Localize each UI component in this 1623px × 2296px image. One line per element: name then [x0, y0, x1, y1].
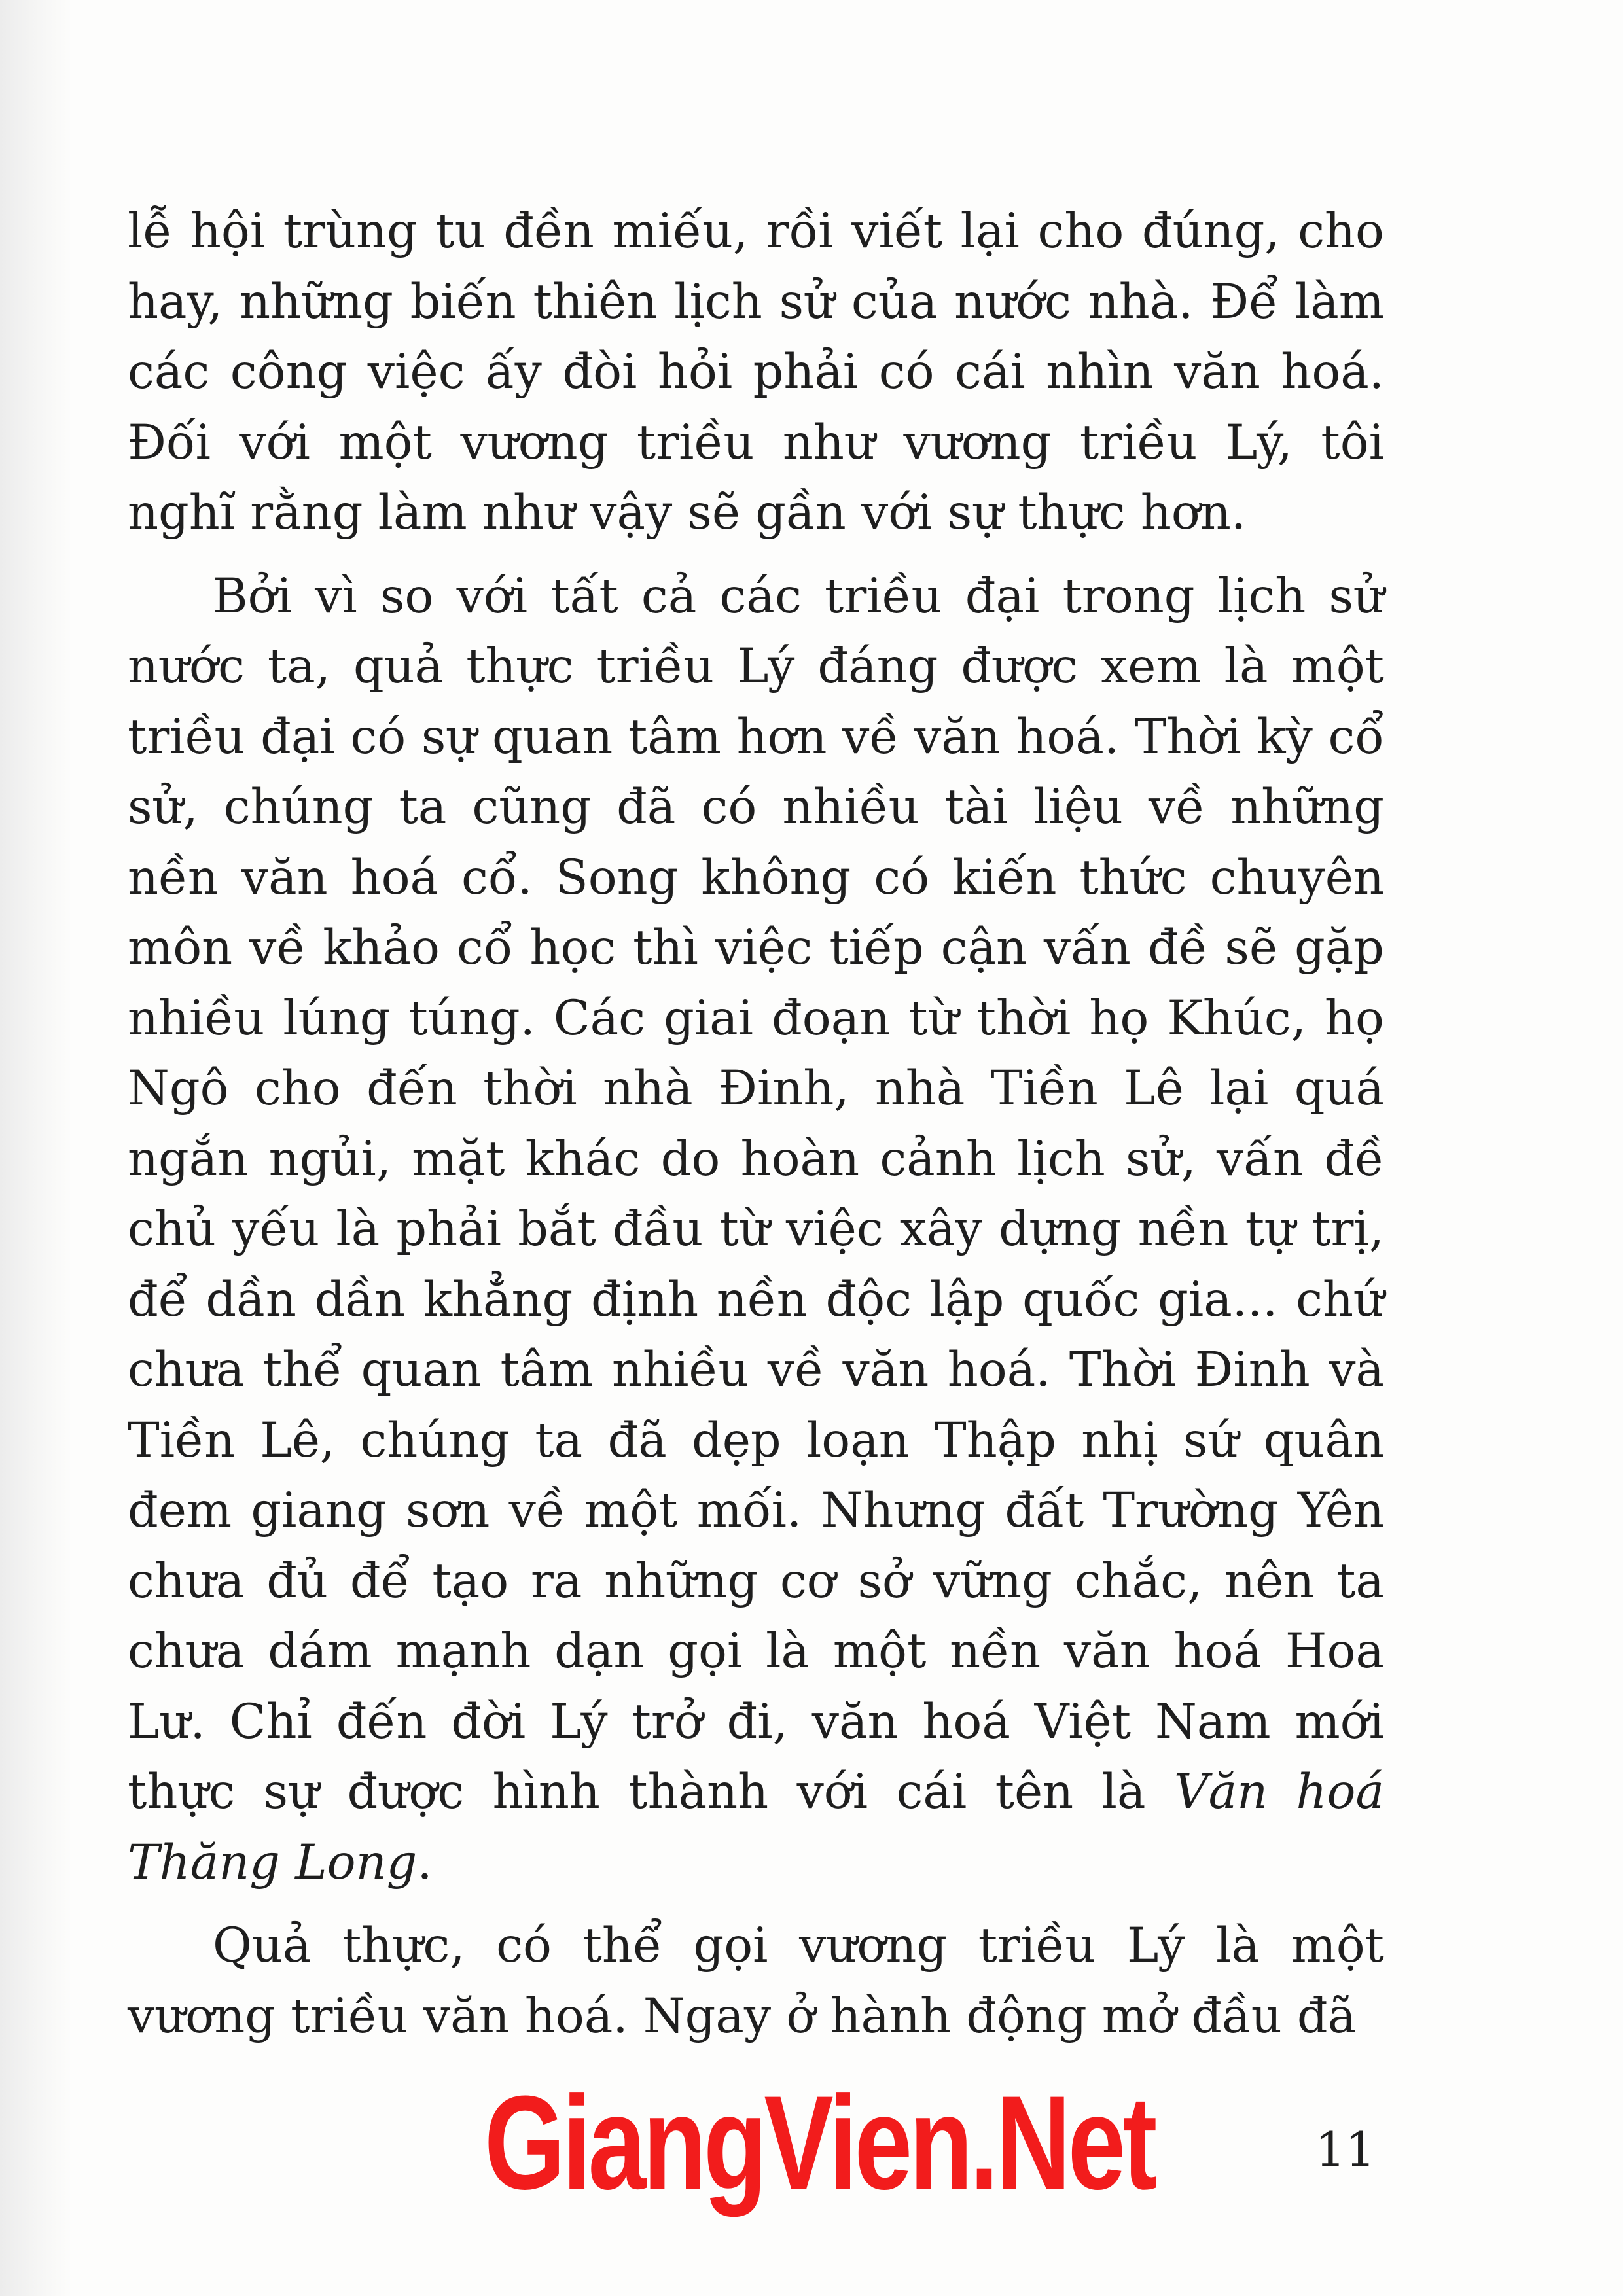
- page-gutter-shadow: [0, 0, 72, 2296]
- watermark-logo: GiangVien.Net: [484, 2068, 1154, 2217]
- paragraph-1: lễ hội trùng tu đền miếu, rồi viết lại cho đúng, cho hay, những biến thiên lịch sử của nước nhà. Để làm các công việc ấy đòi hỏi phải có cái nhìn văn hoá. Đối với một vương triều như vương triều Lý, tôi nghĩ rằng làm như vậy sẽ gần với sự thực hơn.: [128, 203, 1384, 540]
- paragraph-3: Quả thực, có thể gọi vương triều Lý là một vương triều văn hoá. Ngay ở hành động mở đầu đã: [128, 1918, 1384, 2044]
- paragraph-2: [128, 561, 1384, 1898]
- body-text: [128, 196, 1384, 2051]
- paragraph-2-italic-term: Văn hoá Thăng Long: [128, 1764, 1384, 1890]
- paragraph-2-end: .: [417, 1834, 433, 1890]
- paragraph-2-text: Bởi vì so với tất cả các triều đại trong lịch sử nước ta, quả thực triều Lý đáng được xem là một triều đại có sự quan tâm hơn về văn hoá. Thời kỳ cổ sử, chúng ta cũng đã có nhiều tài liệu về những nền văn hoá cổ. Song không có kiến thức chuyên môn về khảo cổ học thì việc tiếp cận vấn đề sẽ gặp nhiều lúng túng. Các giai đoạn từ thời họ Khúc, họ Ngô cho đến thời nhà Đinh, nhà Tiền Lê lại quá ngắn ngủi, mặt khác do hoàn cảnh lịch sử, vấn đề chủ yếu là phải bắt đầu từ việc xây dựng nền tự trị, để dần dần khẳng định nền độc lập quốc gia... chứ chưa thể quan tâm nhiều về văn hoá. Thời Đinh và Tiền Lê, chúng ta đã dẹp loạn Thập nhị sứ quân đem giang sơn về một mối. Nhưng đất Trường Yên chưa đủ để tạo ra những cơ sở vững chắc, nên ta chưa dám mạnh dạn gọi là một nền văn hoá Hoa Lư. Chỉ đến đời Lý trở đi, văn hoá Việt Nam mới thực sự được hình thành với cái tên là: [128, 568, 1384, 1820]
- page-number: 11: [1315, 2122, 1376, 2177]
